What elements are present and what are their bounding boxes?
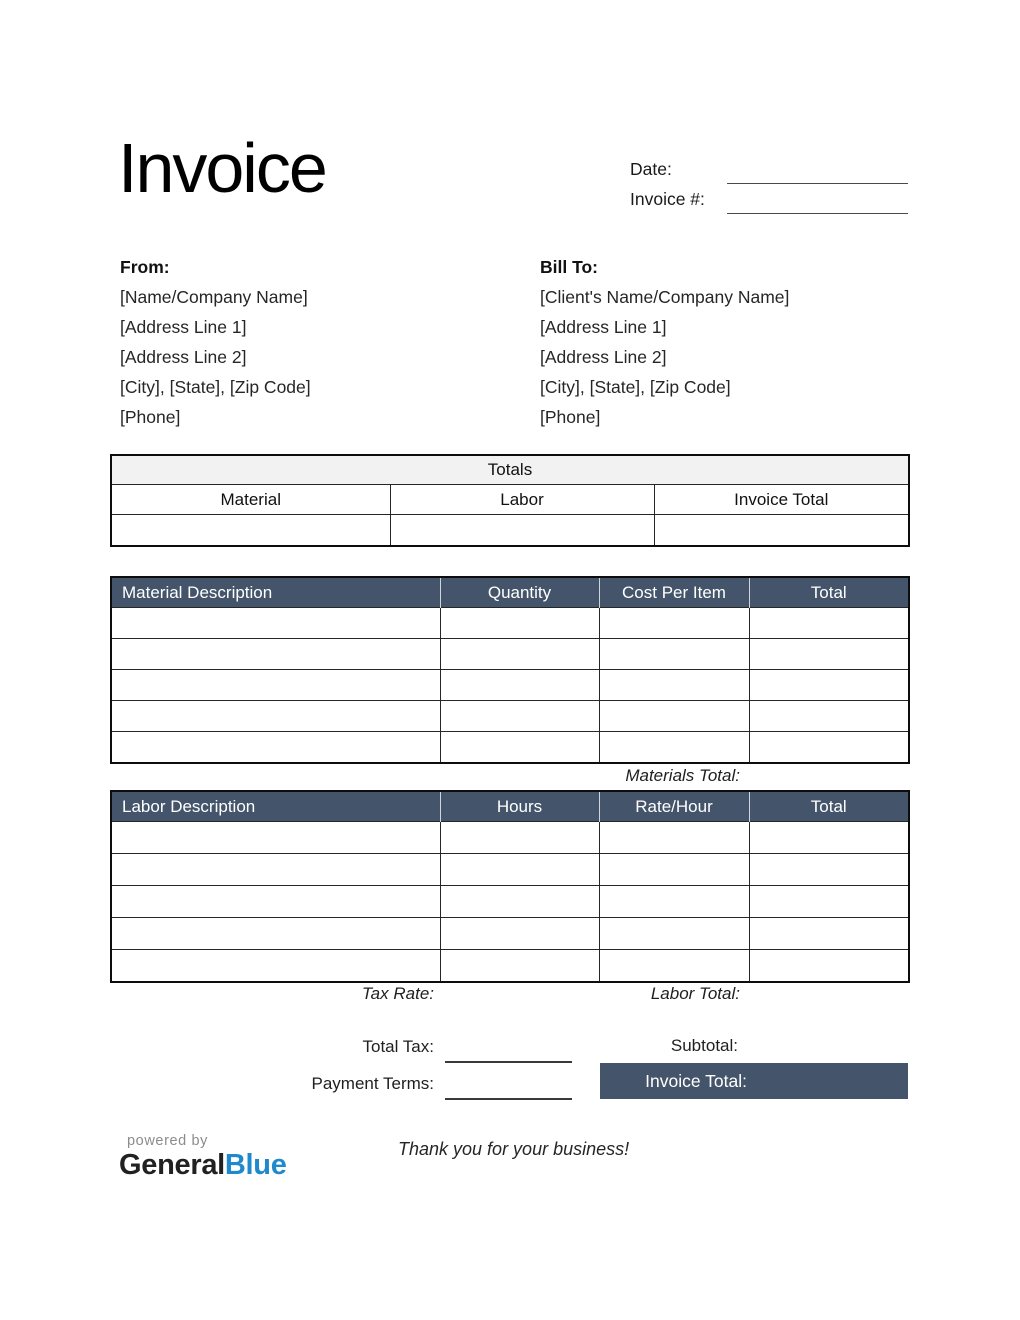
powered-by-text: powered by xyxy=(127,1133,208,1149)
empty-cell[interactable] xyxy=(599,608,749,639)
general-blue-logo xyxy=(119,1150,287,1182)
empty-cell[interactable] xyxy=(749,670,909,701)
empty-cell[interactable] xyxy=(599,918,749,950)
totals-col-invoice-total: Invoice Total xyxy=(654,485,909,515)
empty-cell[interactable] xyxy=(599,886,749,918)
empty-cell[interactable] xyxy=(440,950,599,983)
invoice-total-bar xyxy=(600,1063,908,1099)
totals-title-row xyxy=(111,455,909,485)
empty-cell[interactable] xyxy=(749,732,909,764)
payment-terms-label: Payment Terms: xyxy=(311,1074,434,1093)
empty-cell[interactable] xyxy=(111,670,440,701)
table-row xyxy=(111,639,909,670)
empty-cell[interactable] xyxy=(111,732,440,764)
labor-col-total: Total xyxy=(749,791,909,822)
table-row xyxy=(111,670,909,701)
totals-title: Totals xyxy=(111,455,909,485)
empty-cell[interactable] xyxy=(599,732,749,764)
bill-to-address-1: [Address Line 1] xyxy=(540,317,667,337)
totals-material-value-cell[interactable] xyxy=(111,515,390,547)
empty-cell[interactable] xyxy=(440,918,599,950)
empty-cell[interactable] xyxy=(111,701,440,732)
empty-cell[interactable] xyxy=(440,822,599,854)
empty-cell[interactable] xyxy=(599,950,749,983)
invoice-number-input-line[interactable] xyxy=(727,187,908,214)
empty-cell[interactable] xyxy=(440,670,599,701)
empty-cell[interactable] xyxy=(749,918,909,950)
table-row xyxy=(111,854,909,886)
empty-cell[interactable] xyxy=(111,950,440,983)
empty-cell[interactable] xyxy=(440,732,599,764)
table-row xyxy=(111,918,909,950)
empty-cell[interactable] xyxy=(440,701,599,732)
empty-cell[interactable] xyxy=(599,670,749,701)
materials-header-row xyxy=(111,577,909,608)
materials-col-total: Total xyxy=(749,577,909,608)
invoice-number-label: Invoice #: xyxy=(630,189,705,209)
empty-cell[interactable] xyxy=(111,639,440,670)
empty-cell[interactable] xyxy=(440,886,599,918)
table-row xyxy=(111,701,909,732)
totals-value-row xyxy=(111,515,909,547)
total-tax-label: Total Tax: xyxy=(362,1037,434,1056)
logo-blue-text: Blue xyxy=(224,1149,287,1181)
bill-to-phone: [Phone] xyxy=(540,407,601,427)
labor-col-description: Labor Description xyxy=(111,791,440,822)
logo-general-text: General xyxy=(119,1149,225,1181)
empty-cell[interactable] xyxy=(749,822,909,854)
totals-header-row xyxy=(111,485,909,515)
table-row xyxy=(111,886,909,918)
table-row xyxy=(111,608,909,639)
from-phone: [Phone] xyxy=(120,407,181,427)
totals-labor-value-cell[interactable] xyxy=(390,515,654,547)
from-address-2: [Address Line 2] xyxy=(120,347,247,367)
table-row xyxy=(111,822,909,854)
empty-cell[interactable] xyxy=(749,854,909,886)
bill-to-city-state-zip: [City], [State], [Zip Code] xyxy=(540,377,731,397)
from-label: From: xyxy=(120,257,170,277)
materials-col-quantity: Quantity xyxy=(440,577,599,608)
empty-cell[interactable] xyxy=(111,886,440,918)
empty-cell[interactable] xyxy=(749,639,909,670)
labor-table xyxy=(110,790,910,983)
table-row xyxy=(111,732,909,764)
bill-to-label: Bill To: xyxy=(540,257,598,277)
invoice-total-label: Invoice Total: xyxy=(645,1070,747,1091)
empty-cell[interactable] xyxy=(111,854,440,886)
thank-you-message: Thank you for your business! xyxy=(398,1139,630,1159)
date-row xyxy=(630,154,908,184)
empty-cell[interactable] xyxy=(599,822,749,854)
from-block xyxy=(120,252,530,432)
bill-to-address-2: [Address Line 2] xyxy=(540,347,667,367)
materials-col-description: Material Description xyxy=(111,577,440,608)
empty-cell[interactable] xyxy=(111,918,440,950)
empty-cell[interactable] xyxy=(440,608,599,639)
empty-cell[interactable] xyxy=(749,608,909,639)
date-label: Date: xyxy=(630,159,672,179)
date-input-line[interactable] xyxy=(727,157,908,184)
empty-cell[interactable] xyxy=(599,701,749,732)
invoice-number-row xyxy=(630,184,908,214)
empty-cell[interactable] xyxy=(440,854,599,886)
from-city-state-zip: [City], [State], [Zip Code] xyxy=(120,377,311,397)
empty-cell[interactable] xyxy=(111,822,440,854)
totals-col-material: Material xyxy=(111,485,390,515)
labor-col-hours: Hours xyxy=(440,791,599,822)
header-fields xyxy=(630,154,908,214)
totals-table xyxy=(110,454,910,547)
bill-to-name: [Client's Name/Company Name] xyxy=(540,287,790,307)
subtotal-label: Subtotal: xyxy=(670,1036,738,1055)
labor-col-rate: Rate/Hour xyxy=(599,791,749,822)
materials-total-label: Materials Total: xyxy=(625,766,740,785)
totals-invoice-total-value-cell[interactable] xyxy=(654,515,909,547)
empty-cell[interactable] xyxy=(749,950,909,983)
totals-col-labor: Labor xyxy=(390,485,654,515)
table-row xyxy=(111,950,909,983)
materials-table xyxy=(110,576,910,764)
page-title: Invoice xyxy=(118,129,326,207)
payment-terms-input-line[interactable] xyxy=(445,1078,572,1100)
empty-cell[interactable] xyxy=(749,701,909,732)
bill-to-block xyxy=(540,252,950,432)
empty-cell[interactable] xyxy=(749,886,909,918)
materials-col-cost: Cost Per Item xyxy=(599,577,749,608)
tax-rate-label: Tax Rate: xyxy=(361,984,434,1003)
empty-cell[interactable] xyxy=(111,608,440,639)
empty-cell[interactable] xyxy=(599,854,749,886)
empty-cell[interactable] xyxy=(440,639,599,670)
labor-total-label: Labor Total: xyxy=(650,984,740,1003)
labor-header-row xyxy=(111,791,909,822)
empty-cell[interactable] xyxy=(599,639,749,670)
from-address-1: [Address Line 1] xyxy=(120,317,247,337)
from-name: [Name/Company Name] xyxy=(120,287,308,307)
